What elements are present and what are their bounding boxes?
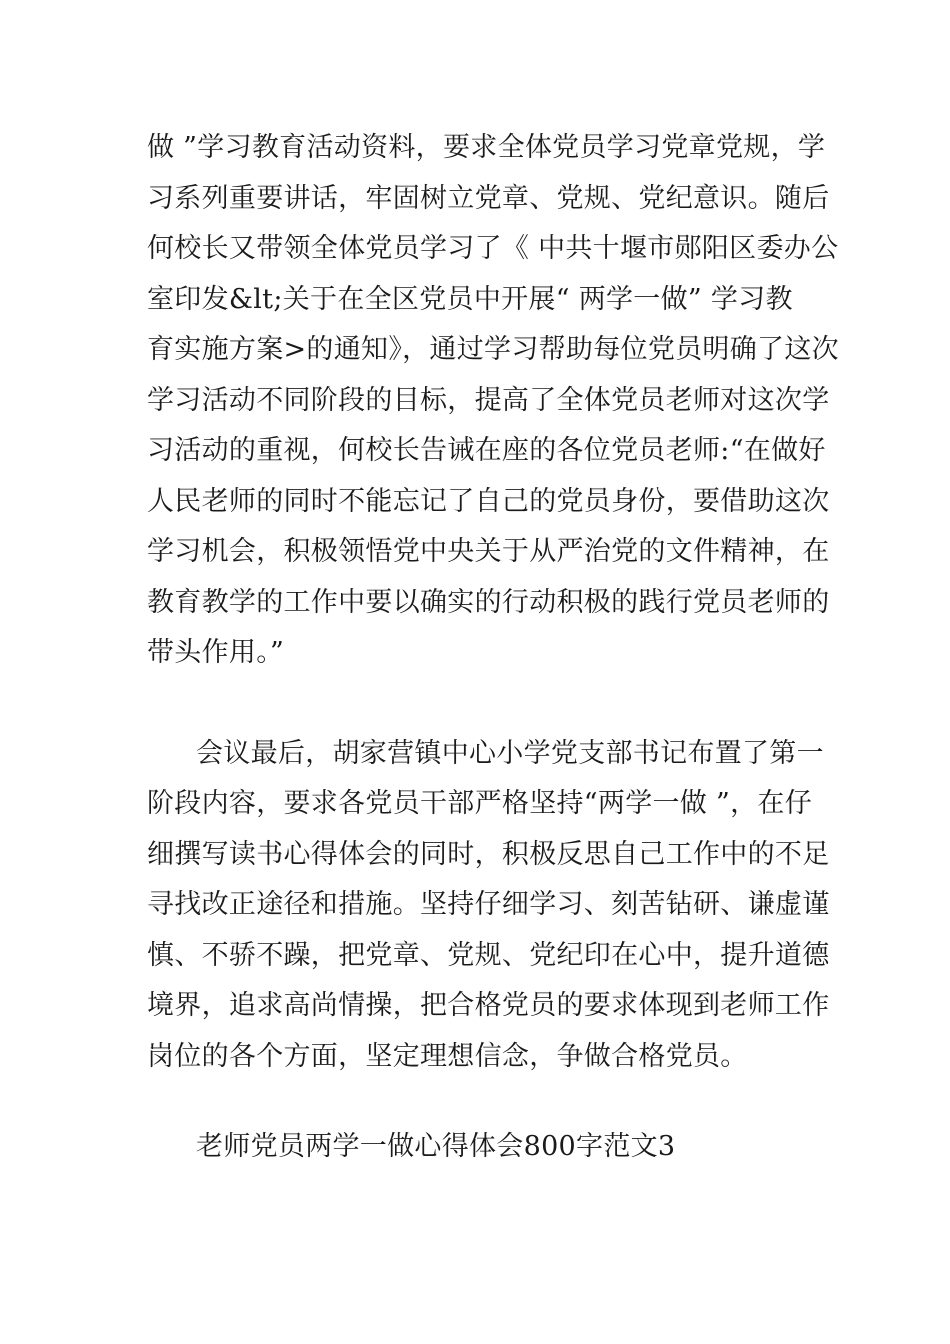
paragraph-line: 教育教学的工作中要以确实的行动积极的践行党员老师的 bbox=[147, 587, 830, 618]
paragraph-line: 习系列重要讲话，牢固树立党章、党规、党纪意识。随后 bbox=[147, 183, 830, 214]
section-heading: 老师党员两学一做心得体会800字范文3 bbox=[196, 1131, 676, 1162]
paragraph-line: 寻找改正途径和措施。坚持仔细学习、刻苦钻研、谦虚谨 bbox=[147, 889, 830, 920]
paragraph-line: 境界，追求高尚情操，把合格党员的要求体现到老师工作 bbox=[147, 990, 830, 1021]
paragraph-line: 何校长又带领全体党员学习了《 中共十堰市郧阳区委办公 bbox=[147, 233, 839, 264]
paragraph-line: 学习机会，积极领悟党中央关于从严治党的文件精神，在 bbox=[147, 536, 830, 567]
paragraph-line: 带头作用。” bbox=[147, 637, 285, 668]
paragraph-line: 做 ”学习教育活动资料，要求全体党员学习党章党规，学 bbox=[147, 132, 826, 163]
paragraph-line: 岗位的各个方面，坚定理想信念，争做合格党员。 bbox=[147, 1041, 748, 1072]
paragraph-line: 室印发&lt;关于在全区党员中开展“ 两学一做” 学习教 bbox=[147, 284, 793, 315]
paragraph-line: 细撰写读书心得体会的同时，积极反思自己工作中的不足 bbox=[147, 839, 830, 870]
paragraph-line: 学习活动不同阶段的目标，提高了全体党员老师对这次学 bbox=[147, 385, 830, 416]
paragraph-line: 慎、不骄不躁，把党章、党规、党纪印在心中，提升道德 bbox=[147, 940, 830, 971]
paragraph-line: 会议最后，胡家营镇中心小学党支部书记布置了第一 bbox=[196, 738, 824, 769]
paragraph-line: 习活动的重视，何校长告诫在座的各位党员老师:“在做好 bbox=[147, 435, 826, 466]
paragraph-line: 人民老师的同时不能忘记了自己的党员身份，要借助这次 bbox=[147, 486, 830, 517]
paragraph-line: 育实施方案>的通知》，通过学习帮助每位党员明确了这次 bbox=[147, 334, 839, 365]
paragraph-line: 阶段内容，要求各党员干部严格坚持“两学一做 ”，在仔 bbox=[147, 788, 812, 819]
